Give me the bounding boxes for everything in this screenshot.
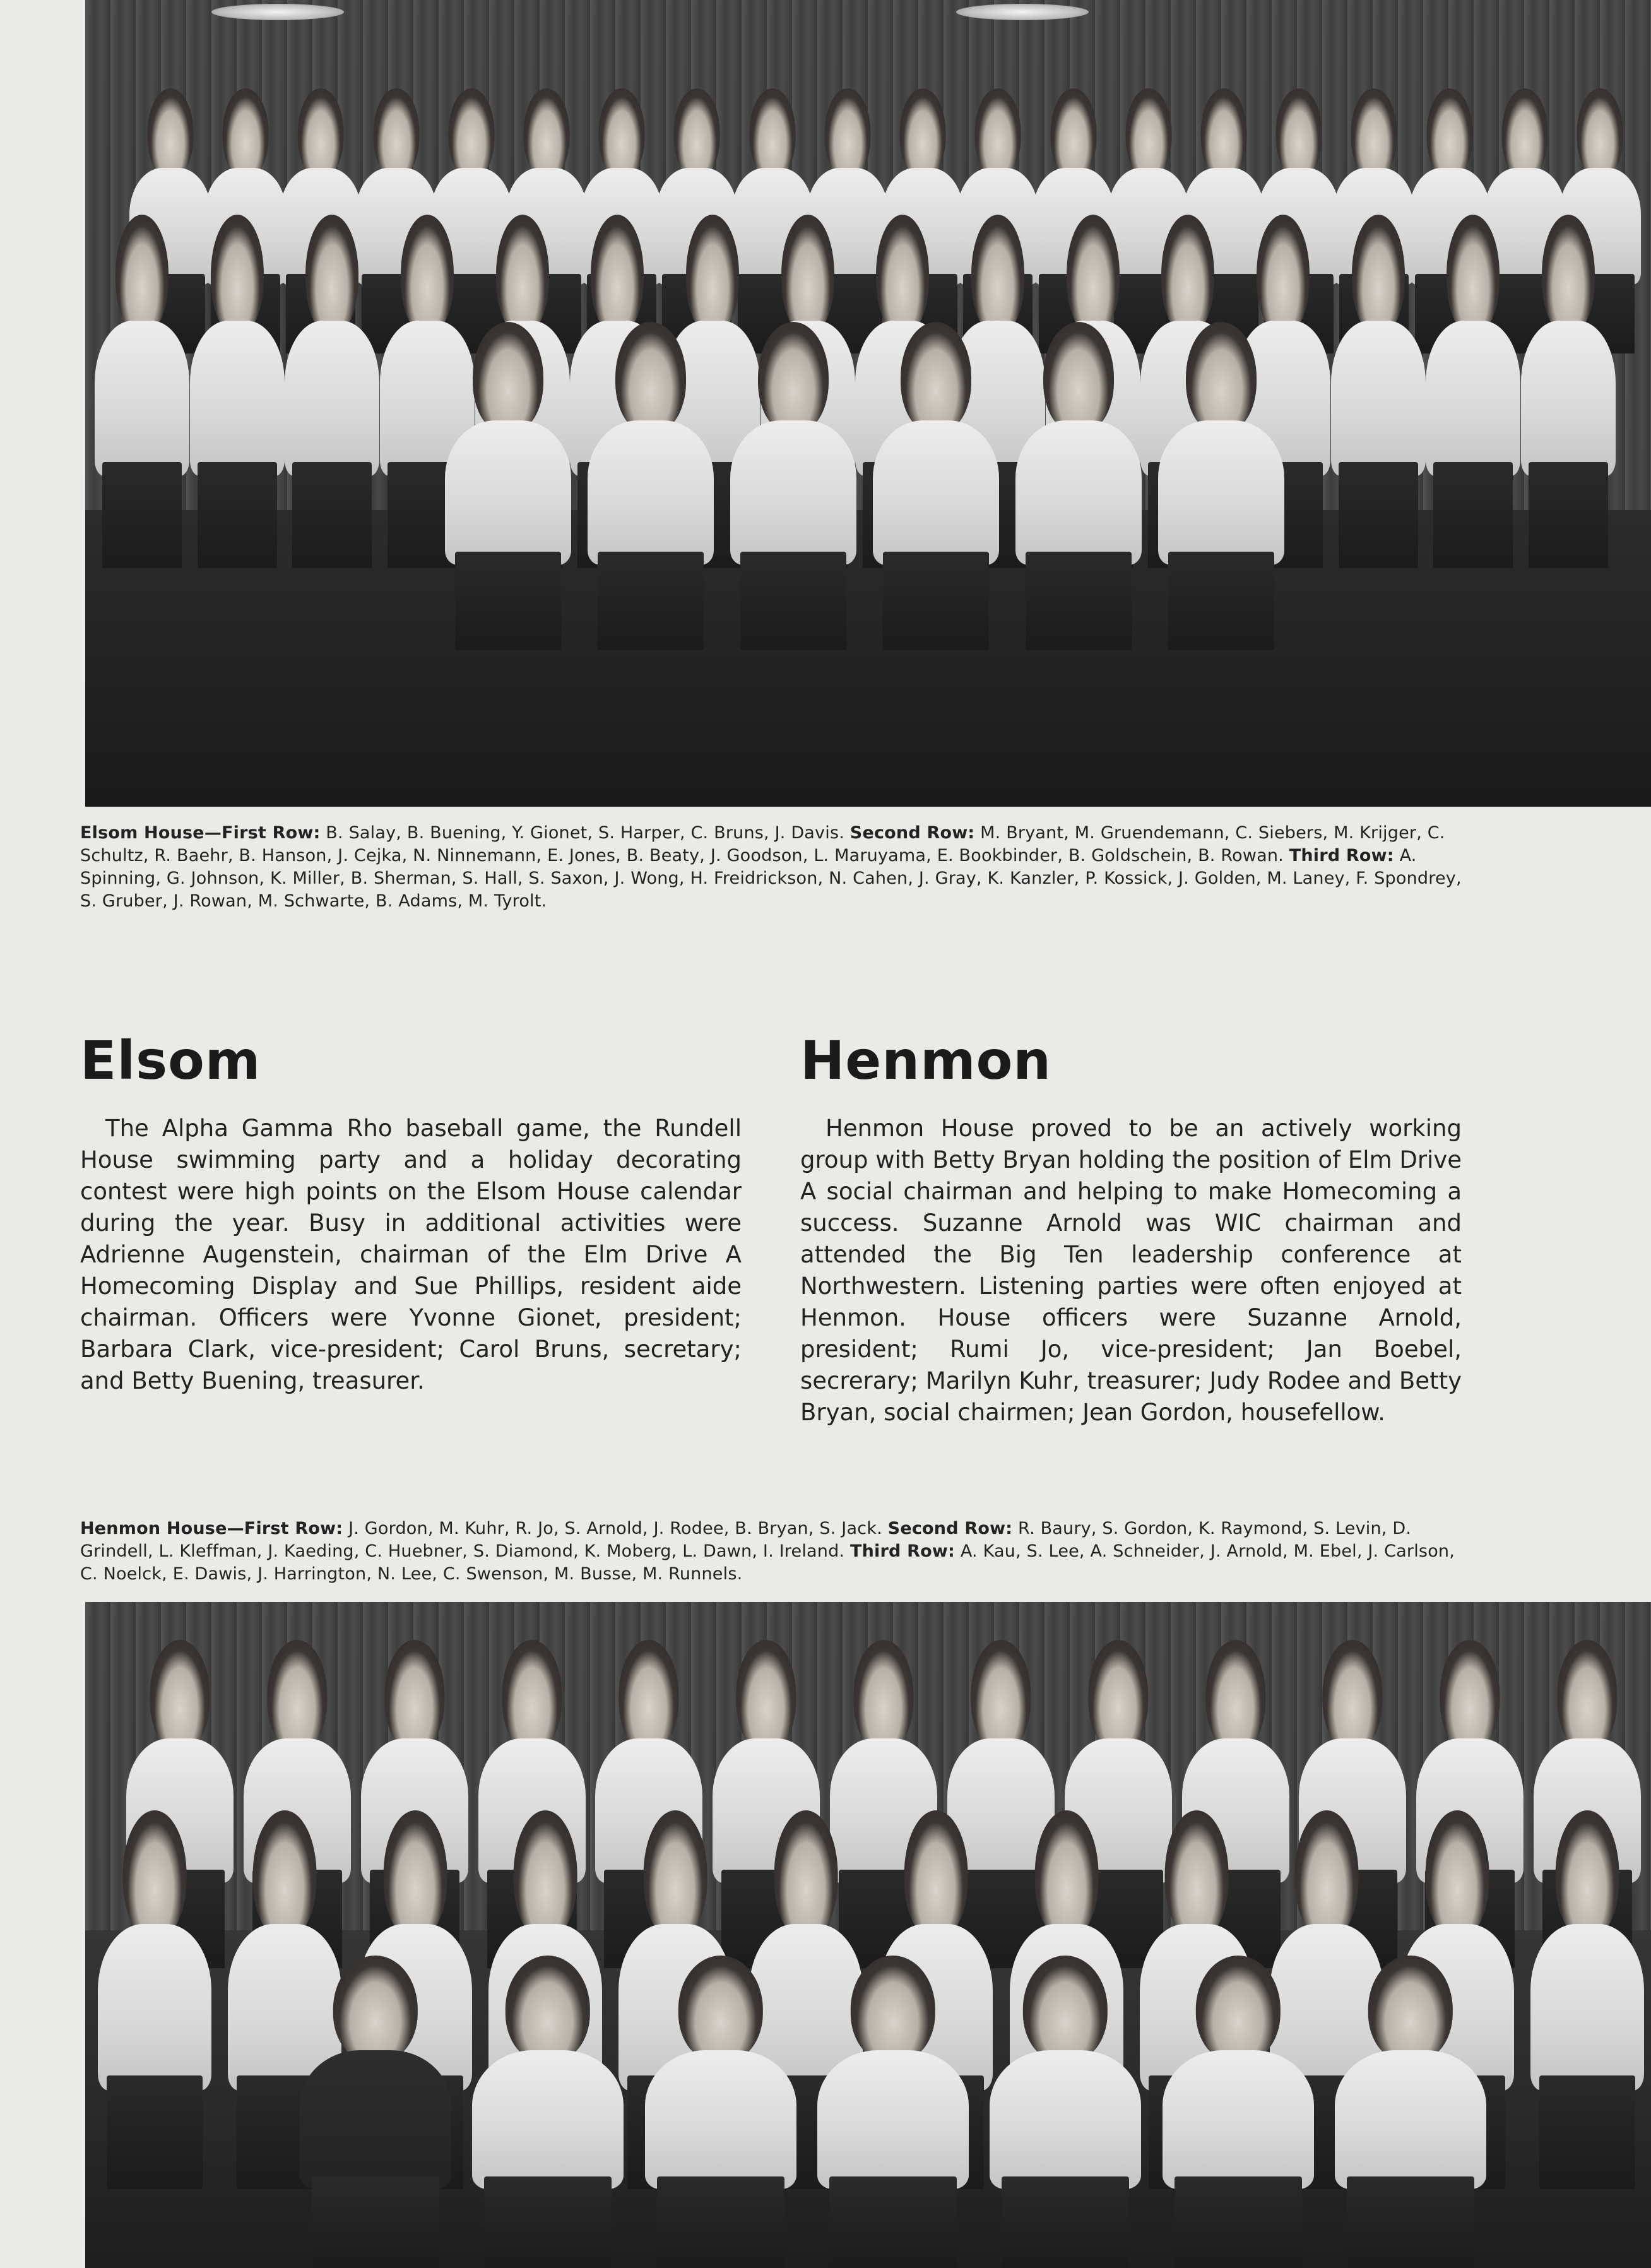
member-figure-shirt bbox=[1015, 420, 1142, 565]
elsom-caption-second-label: Second Row: bbox=[849, 823, 975, 843]
member-figure-head bbox=[971, 1640, 1031, 1752]
henmon-photo-caption: Henmon House—First Row: J. Gordon, M. Kuhr, R. Jo, S. Arnold, J. Rodee, B. Bryan, S. Jack. Second Row: R. Baury, S. Gordon, K. Raymond, S. Levin, D. Grindell, L. Kleffman, J. Kaeding, C. Huebner, S. Diamond, K. Moberg, L. Dawn, I. Ireland. Third Row: A. Kau, S. Lee, A. Schneider, J. Arnold, M. Ebel, J. Carlson, C. Noelck, E. Dawis, J. Harrington, N. Lee, C. Swenson, M. Busse, M. Runnels. bbox=[80, 1519, 1455, 1584]
member-figure-head bbox=[150, 1640, 210, 1752]
member-figure-head bbox=[123, 1810, 187, 1939]
member-figure-head bbox=[758, 322, 829, 434]
henmon-caption-first-label: First Row: bbox=[244, 1519, 343, 1538]
member-figure bbox=[730, 322, 856, 650]
member-figure-head bbox=[473, 322, 543, 434]
member-figure-skirt bbox=[1168, 552, 1274, 650]
member-figure-skirt bbox=[312, 2176, 439, 2268]
member-figure-head bbox=[1557, 1640, 1617, 1752]
member-figure-head bbox=[615, 322, 686, 434]
member-figure-head bbox=[506, 1956, 590, 2063]
member-figure-head bbox=[686, 215, 739, 335]
member-figure-head bbox=[853, 1640, 913, 1752]
member-figure-skirt bbox=[740, 552, 846, 650]
member-figure-shirt bbox=[445, 420, 571, 565]
member-figure-head bbox=[305, 215, 358, 335]
member-figure-head bbox=[1196, 1956, 1281, 2063]
member-figure-head bbox=[333, 1956, 418, 2063]
member-figure bbox=[190, 215, 285, 568]
member-figure-skirt bbox=[292, 462, 372, 568]
member-figure-head bbox=[618, 1640, 678, 1752]
member-figure-shirt bbox=[730, 420, 856, 565]
member-figure-head bbox=[904, 1810, 968, 1939]
member-figure-skirt bbox=[484, 2176, 612, 2268]
elsom-caption-third-names: A. Spinning, G. Johnson, K. Miller, B. Sherman, S. Hall, S. Saxon, J. Wong, H. Freidrickson, N. Cahen, J. Gray, K. Kanzler, P. Kossick, J. Golden, M. Laney, F. Spondrey, S. Gruber, J. Rowan, M. Schwarte, B. Adams, M. Tyrolt. bbox=[80, 846, 1462, 911]
elsom-article-text: The Alpha Gamma Rho baseball game, the Rundell House swimming party and a holiday decorating contest were high points on the Elsom House calendar during the year. Busy in additional activities were Adrienne Augenstein, chairman of the Elm Drive A Homecoming Display and Sue Phillips, resident aide chairman. Officers were Yvonne Gionet, president; Barbara Clark, vice-president; Carol Bruns, secretary; and Betty Buening, treasurer. bbox=[80, 1115, 742, 1394]
member-figure-shirt bbox=[300, 2050, 451, 2189]
member-figure-shirt bbox=[1331, 321, 1426, 476]
member-figure bbox=[588, 322, 714, 650]
member-figure bbox=[645, 1956, 796, 2268]
member-figure-head bbox=[384, 1810, 447, 1939]
ceiling-lamp-left bbox=[211, 4, 344, 20]
member-figure-head bbox=[449, 88, 495, 179]
member-figure bbox=[873, 322, 999, 650]
member-figure-head bbox=[1276, 88, 1322, 179]
member-figure bbox=[300, 1956, 451, 2268]
member-figure-head bbox=[825, 88, 871, 179]
elsom-group-photo bbox=[85, 0, 1651, 807]
member-figure-skirt bbox=[1347, 2176, 1474, 2268]
member-figure-head bbox=[1043, 322, 1114, 434]
henmon-caption-second-names: R. Baury, S. Gordon, K. Raymond, S. Levin, D. Grindell, L. Kleffman, J. Kaeding, C. Huebner, S. Diamond, K. Moberg, L. Dawn, I. Ireland. bbox=[80, 1519, 1412, 1561]
member-figure bbox=[990, 1956, 1141, 2268]
elsom-caption-first-names: B. Salay, B. Buening, Y. Gionet, S. Harper, C. Bruns, J. Davis. bbox=[326, 823, 844, 843]
member-figure-head bbox=[900, 88, 946, 179]
member-figure-shirt bbox=[1426, 321, 1520, 476]
henmon-article bbox=[800, 1113, 1462, 1428]
member-figure-skirt bbox=[1539, 2075, 1635, 2189]
member-figure-head bbox=[496, 215, 549, 335]
member-figure bbox=[1335, 1956, 1486, 2268]
member-figure-head bbox=[1351, 88, 1397, 179]
elsom-caption-house: Elsom House bbox=[80, 823, 204, 843]
member-figure-head bbox=[774, 1810, 838, 1939]
member-figure-head bbox=[148, 88, 194, 179]
member-figure bbox=[1530, 1810, 1644, 2189]
member-figure-head bbox=[1502, 88, 1548, 179]
member-figure-skirt bbox=[1175, 2176, 1302, 2268]
member-figure-head bbox=[1186, 322, 1257, 434]
member-figure-head bbox=[1165, 1810, 1229, 1939]
member-figure bbox=[1331, 215, 1426, 568]
henmon-caption-third-label: Third Row: bbox=[850, 1541, 956, 1561]
henmon-article-text: Henmon House proved to be an actively working group with Betty Bryan holding the position of Elm Drive A social chairman and helping to make Homecoming a success. Suzanne Arnold was WIC chairman and attended the Big Ten leadership conference at Northwestern. Listening parties were often enjoyed at Henmon. House officers were Suzanne Arnold, president; Rumi Jo, vice-president; Jan Boebel, secrerary; Marilyn Kuhr, treasurer; Judy Rodee and Betty Bryan, social chairmen; Jean Gordon, housefellow. bbox=[800, 1115, 1462, 1426]
member-figure-head bbox=[401, 215, 454, 335]
member-figure-head bbox=[211, 215, 264, 335]
member-figure bbox=[98, 1810, 211, 2189]
member-figure-head bbox=[975, 88, 1021, 179]
henmon-caption-house: Henmon House bbox=[80, 1519, 227, 1538]
member-figure-head bbox=[876, 215, 929, 335]
member-figure-shirt bbox=[1521, 321, 1616, 476]
ceiling-lamp-right bbox=[956, 4, 1089, 20]
member-figure-head bbox=[1426, 1810, 1489, 1939]
member-figure-head bbox=[678, 1956, 763, 2063]
member-figure bbox=[1163, 1956, 1314, 2268]
henmon-caption-third-names: A. Kau, S. Lee, A. Schneider, J. Arnold, M. Ebel, J. Carlson, C. Noelck, E. Dawis, J. Harrington, N. Lee, C. Swenson, M. Busse, M. Runnels. bbox=[80, 1541, 1455, 1584]
member-figure-skirt bbox=[455, 552, 561, 650]
elsom-caption-third-label: Third Row: bbox=[1289, 846, 1394, 865]
member-figure-head bbox=[1368, 1956, 1453, 2063]
member-figure-skirt bbox=[1529, 462, 1608, 568]
member-figure-head bbox=[736, 1640, 796, 1752]
member-figure-head bbox=[1067, 215, 1120, 335]
member-figure-head bbox=[1295, 1810, 1359, 1939]
member-figure-head bbox=[1161, 215, 1214, 335]
henmon-caption-second-label: Second Row: bbox=[887, 1519, 1013, 1538]
member-figure-shirt bbox=[645, 2050, 796, 2189]
member-figure bbox=[95, 215, 189, 568]
member-figure-shirt bbox=[285, 321, 379, 476]
member-figure bbox=[1521, 215, 1616, 568]
member-figure-skirt bbox=[598, 552, 704, 650]
member-figure-shirt bbox=[873, 420, 999, 565]
member-figure bbox=[1158, 322, 1284, 650]
member-figure bbox=[472, 1956, 624, 2268]
member-figure-skirt bbox=[102, 462, 182, 568]
member-figure-head bbox=[1035, 1810, 1099, 1939]
member-figure bbox=[1426, 215, 1520, 568]
elsom-heading: Elsom bbox=[80, 1030, 261, 1091]
member-figure-skirt bbox=[883, 552, 989, 650]
member-figure-skirt bbox=[1433, 462, 1513, 568]
member-figure-head bbox=[1126, 88, 1172, 179]
member-figure-skirt bbox=[107, 2075, 202, 2189]
member-figure-head bbox=[591, 215, 644, 335]
member-figure-head bbox=[1440, 1640, 1500, 1752]
member-figure-skirt bbox=[198, 462, 277, 568]
member-figure-shirt bbox=[990, 2050, 1141, 2189]
member-figure-head bbox=[1542, 215, 1595, 335]
member-figure-head bbox=[253, 1810, 317, 1939]
member-figure-head bbox=[1352, 215, 1405, 335]
member-figure-shirt bbox=[95, 321, 189, 476]
member-figure-skirt bbox=[657, 2176, 784, 2268]
member-figure-head bbox=[1201, 88, 1247, 179]
member-figure-head bbox=[644, 1810, 707, 1939]
elsom-caption-second-names: M. Bryant, M. Gruendemann, C. Siebers, M. Krijger, C. Schultz, R. Baehr, B. Hanson, J. Cejka, N. Ninnemann, E. Jones, B. Beaty, J. Goodson, L. Maruyama, E. Bookbinder, B. Goldschein, B. Rowan. bbox=[80, 823, 1445, 865]
member-figure-skirt bbox=[1002, 2176, 1129, 2268]
member-figure-head bbox=[1322, 1640, 1382, 1752]
member-figure-shirt bbox=[588, 420, 714, 565]
member-figure-head bbox=[1427, 88, 1473, 179]
member-figure-shirt bbox=[1335, 2050, 1486, 2189]
member-figure-head bbox=[851, 1956, 935, 2063]
member-figure-shirt bbox=[98, 1924, 211, 2091]
elsom-caption-first-label: First Row: bbox=[222, 823, 321, 843]
member-figure-head bbox=[781, 215, 834, 335]
member-figure-shirt bbox=[1163, 2050, 1314, 2189]
member-figure-head bbox=[750, 88, 796, 179]
member-figure bbox=[1015, 322, 1142, 650]
member-figure-head bbox=[1205, 1640, 1265, 1752]
member-figure-shirt bbox=[190, 321, 285, 476]
member-figure-head bbox=[223, 88, 269, 179]
member-figure-head bbox=[599, 88, 645, 179]
member-figure-head bbox=[115, 215, 169, 335]
member-figure-head bbox=[1088, 1640, 1148, 1752]
member-figure-head bbox=[1051, 88, 1097, 179]
member-figure-head bbox=[502, 1640, 562, 1752]
member-figure-shirt bbox=[1158, 420, 1284, 565]
henmon-heading: Henmon bbox=[800, 1030, 1052, 1091]
member-figure-shirt bbox=[472, 2050, 624, 2189]
member-figure-head bbox=[1577, 88, 1623, 179]
member-figure-head bbox=[901, 322, 971, 434]
member-figure-head bbox=[384, 1640, 444, 1752]
member-figure-shirt bbox=[1530, 1924, 1644, 2091]
elsom-article bbox=[80, 1113, 742, 1397]
member-figure-head bbox=[298, 88, 344, 179]
member-figure-skirt bbox=[1026, 552, 1132, 650]
member-figure-head bbox=[1556, 1810, 1619, 1939]
member-figure-head bbox=[1257, 215, 1310, 335]
member-figure-head bbox=[1447, 215, 1500, 335]
member-figure-head bbox=[1023, 1956, 1108, 2063]
member-figure bbox=[817, 1956, 969, 2268]
member-figure bbox=[285, 215, 379, 568]
henmon-group-photo bbox=[85, 1602, 1651, 2268]
member-figure-head bbox=[524, 88, 570, 179]
member-figure-head bbox=[971, 215, 1024, 335]
member-figure-head bbox=[267, 1640, 327, 1752]
member-figure-head bbox=[374, 88, 420, 179]
member-figure-head bbox=[674, 88, 720, 179]
member-figure-skirt bbox=[1339, 462, 1418, 568]
member-figure-head bbox=[514, 1810, 577, 1939]
member-figure-skirt bbox=[829, 2176, 957, 2268]
member-figure-shirt bbox=[817, 2050, 969, 2189]
henmon-caption-first-names: J. Gordon, M. Kuhr, R. Jo, S. Arnold, J. Rodee, B. Bryan, S. Jack. bbox=[348, 1519, 882, 1538]
elsom-photo-caption: Elsom House—First Row: B. Salay, B. Buening, Y. Gionet, S. Harper, C. Bruns, J. Davis. Second Row: M. Bryant, M. Gruendemann, C. Siebers, M. Krijger, C. Schultz, R. Baehr, B. Hanson, J. Cejka, N. Ninnemann, E. Jones, B. Beaty, J. Goodson, L. Maruyama, E. Bookbinder, B. Goldschein, B. Rowan. Third Row: A. Spinning, G. Johnson, K. Miller, B. Sherman, S. Hall, S. Saxon, J. Wong, H. Freidrickson, N. Cahen, J. Gray, K. Kanzler, P. Kossick, J. Golden, M. Laney, F. Spondrey, S. Gruber, J. Rowan, M. Schwarte, B. Adams, M. Tyrolt. bbox=[80, 823, 1462, 911]
member-figure bbox=[445, 322, 571, 650]
